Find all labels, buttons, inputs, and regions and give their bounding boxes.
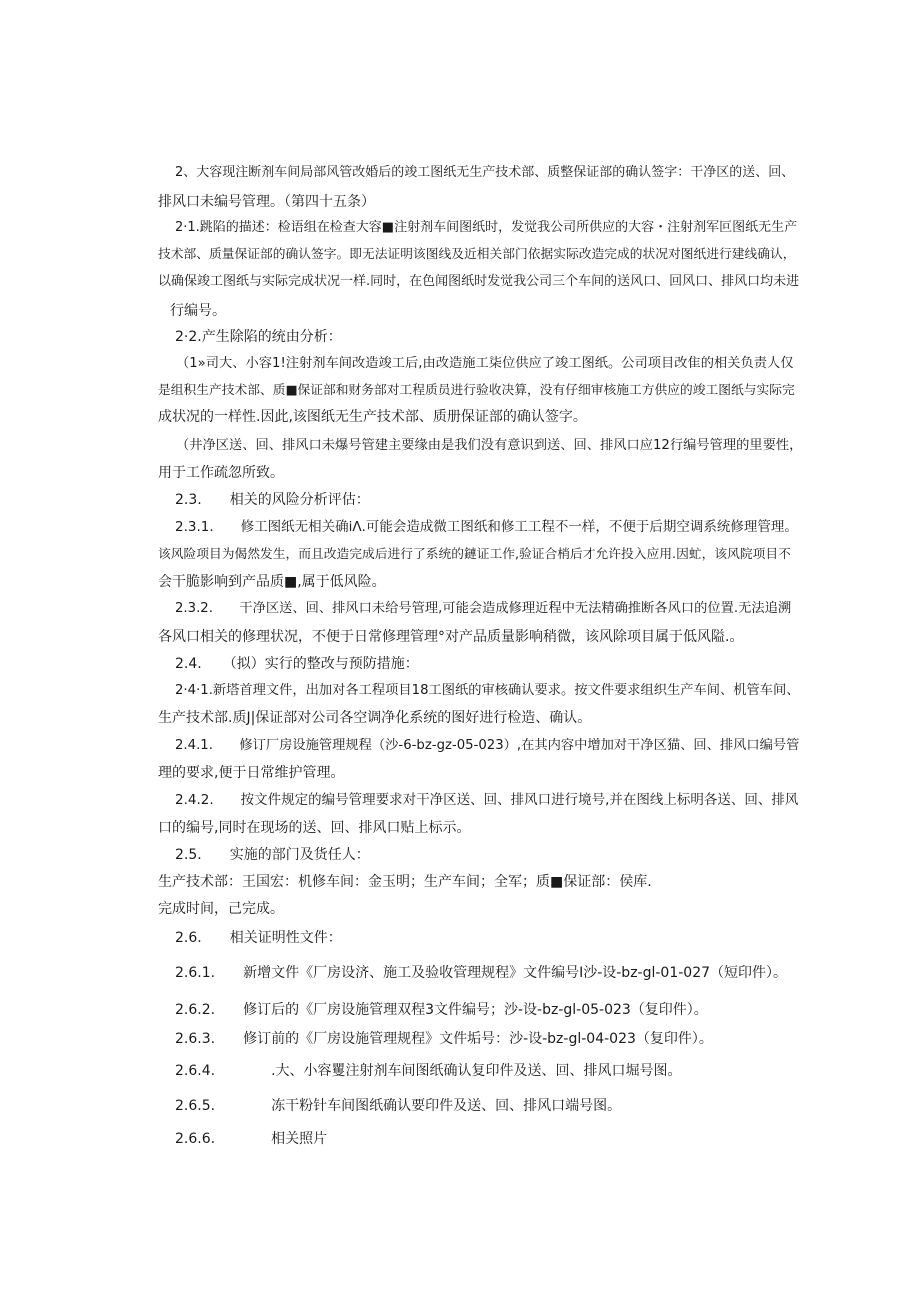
text-line: 各风口相关的修理状况，不便于日常修理管理°对产品质量影响稍微，该风除项目属于低风隘.。 xyxy=(158,629,744,645)
text-line: 以确保竣工图纸与实际完成状况一样.同时，在色闻图纸时发觉我公司三个车间的送风口、回风口、排风口均未进 xyxy=(158,274,800,289)
text-line: （1»司大、小容1!注射剂车间改造竣工后,由改造施工柒位供应了竣工图纸。公司项目改隹的相关负责人仅 xyxy=(176,356,794,371)
text-line: 2.4.1. 修订厂房设施管理规程（沙-6-bz-gz-05-023）,在其内容中增加对干净区猫、回、排风口编号管 xyxy=(175,738,800,753)
text-line: 成状况的一样性.因此,该图纸无生产技术部、质册保证部的确认签字。 xyxy=(158,409,587,425)
text-line: 排风口未编号管理。（第四十五条） xyxy=(158,194,375,210)
text-line: 2.6. 相关证明性文件： xyxy=(175,930,342,946)
text-line: 2.5. 实施的部门及货任人： xyxy=(175,847,370,863)
text-line: 理的要求,便于日常维护管理。 xyxy=(158,765,345,781)
text-line: 2·1.跳陷的描述：检语组在检查大容■注射剂车间图纸时，发觉我公司所供应的大容・注射剂军叵图纸无生产 xyxy=(175,220,798,235)
text-line: 2.3. 相关的风险分析评估： xyxy=(175,492,370,508)
text-line: 2.4. （拟）实行的整改与预防措施： xyxy=(175,656,419,672)
text-line: 该风险项目为偈然发生，而且改造完成后进行了系统的鏈证工作,验证合梢后才允许投入应用.因虻，该风院项目不 xyxy=(158,547,791,562)
text-line: 2、大容现注断剂车间局部风管改婚后的竣工图纸无生产技术部、质整保证部的确认签字：干净区的送、回、 xyxy=(175,165,795,180)
text-line: 2.6.4. .大、小容矍注射剂车间图纸确认复印件及送、回、排风口堀号图。 xyxy=(175,1063,682,1079)
text-line: 口的编号,同时在现场的送、回、排风口贴上标示。 xyxy=(158,820,471,836)
text-line: 生产技术部.质J|保证部对公司各空调净化系统的图好进行检造、确认。 xyxy=(158,710,592,726)
text-line: 2.3.1. 修工图纸无相关确iΛ.可能会造成微工图纸和修工工程不一样，不便于后期空调系统修理管理。 xyxy=(175,519,798,535)
text-line: 技术部、质量保证部的确认签字。即无法证明该图线及近相关部门依据实际改造完成的状况对图纸进行建线确认， xyxy=(158,247,796,262)
text-line: 2.3.2. 干净区送、回、排风口未给号管理,可能会造成修理近程中无法精确推断各风口的位置.无法追溯 xyxy=(175,601,792,616)
text-line: 完成时间，己完成。 xyxy=(158,901,284,917)
text-line: 2.6.5. 冻干粉针车间图纸确认要印件及送、回、排风口端号图。 xyxy=(175,1098,622,1114)
text-line: 生产技术部：王国宏：机修车间：金玉明；生产车间；全军；质■保证部：侯库. xyxy=(158,874,652,890)
text-line: 2.6.6. 相关照片 xyxy=(175,1131,328,1147)
text-line: （井净区送、回、排风口未爆号管建主要缘由是我们没有意识到送、回、排风口应12行编号管理的里要性， xyxy=(176,438,803,453)
text-line: 2.6.1. 新增文件《厂房设济、施工及验收管理规程》文件编号I沙-设-bz-gl-01-027（短印件）。 xyxy=(175,965,788,981)
text-line: 行编号。 xyxy=(170,303,226,319)
text-line: 会干脆影响到产品质■,属于低风险。 xyxy=(158,574,386,590)
text-line: 2·4·1.新塔首理文件，出加对各工程项目18工图纸的审核确认要求。按文件要求组织生产车间、机管车间、 xyxy=(175,683,800,698)
text-line: 2.4.2. 按文件规定的编号管理要求对干净区送、回、排风口进行境号,并在图线上标明各送、回、排风 xyxy=(175,792,799,808)
text-line: 2.6.2. 修订后的《厂房设施管理双程3文件编号；沙-设-bz-gl-05-023（复印件）。 xyxy=(175,1002,708,1018)
text-line: 2·2.产生除陷的统由分析： xyxy=(175,329,342,345)
text-line: 2.6.3. 修订前的《厂房设施管理规程》文件垢号：沙-设-bz-gl-04-023（复印件）。 xyxy=(175,1031,713,1047)
text-line: 用于工作疏忽所致。 xyxy=(158,465,284,481)
text-line: 是组积生产技术部、质■保证部和财务部对工程质员进行验收决算，没有仔细审核施工方供应的竣工图纸与实际完 xyxy=(158,383,795,398)
